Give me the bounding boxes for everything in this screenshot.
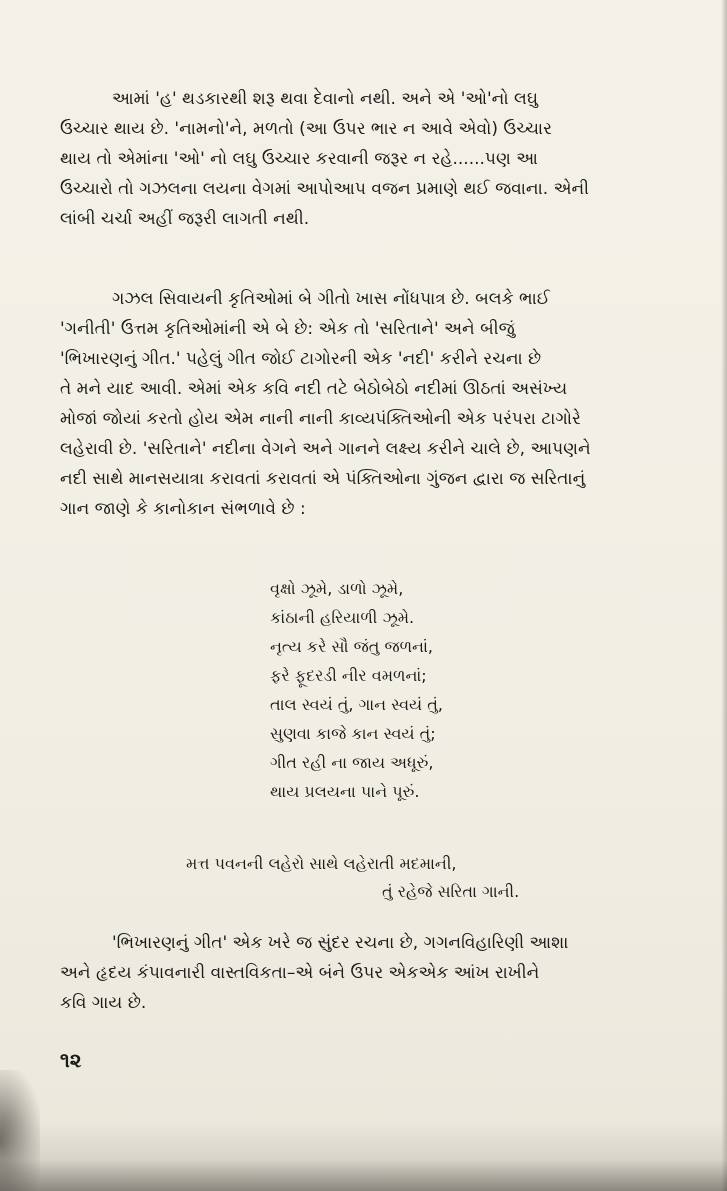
text-line: ગઝલ સિવાયની કૃતિઓમાં બે ગીતો ખાસ નોંધપાત્ર છે. બલકે ભાઈ: [112, 289, 550, 309]
text-line: મોજાં જોયાં કરતો હોય એમ નાની નાની કાવ્યપંક્તિઓની એક પરંપરા ટાગોરે: [60, 409, 581, 429]
poem-line: સુણવા કાજે કાન સ્વયં તું;: [270, 724, 436, 743]
text-line: લહેરાવી છે. 'સરિતાને' નદીના વેગને અને ગાનને લક્ષ્ય કરીને ચાલે છે, આપણને: [60, 439, 591, 459]
paragraph-2: [60, 284, 692, 524]
poem-line: તાલ સ્વયં તું, ગાન સ્વયં તું,: [270, 695, 443, 714]
text-line: 'ભિખારણનું ગીત.' પહેલું ગીત જોઈ ટાગોરની એક 'નદી' કરીને રચના છે: [60, 349, 542, 369]
text-line: આમાં 'હ' થડકારથી શરૂ થવા દેવાનો નથી. અને એ 'ઓ'નો લઘુ: [112, 89, 538, 109]
text-line: નદી સાથે માનસયાત્રા કરાવતાં કરાવતાં એ પંક્તિઓના ગુંજન દ્વારા જ સરિતાનું: [60, 469, 586, 489]
poem-line: થાય પ્રલયના પાને પૂરું.: [270, 782, 420, 801]
paragraph-3: [60, 928, 692, 1018]
text-line: 'ભિખારણનું ગીત' એક ખરે જ સુંદર રચના છે, ગગનવિહારિણી આશા: [112, 933, 569, 953]
poem-stanza: [270, 574, 570, 806]
text-line: તે મને યાદ આવી. એમાં એક કવિ નદી તટે બેઠોબેઠો નદીમાં ઊઠતાં અસંખ્ય: [60, 379, 568, 399]
page-edge-shadow: [721, 0, 727, 1191]
text-line: કવિ ગાય છે.: [60, 993, 147, 1013]
scan-bottom-shadow: [0, 1121, 727, 1191]
poem-line: ફરે ફૂદરડી નીર વમળનાં;: [270, 666, 427, 685]
text-line: અને હૃદય કંપાવનારી વાસ્તવિકતા–એ બંને ઉપર એકએક આંખ રાખીને: [60, 963, 540, 983]
text-line: ઉચ્ચારો તો ગઝલના લયના વેગમાં આપોઆપ વજન પ્રમાણે થઈ જવાના. એની: [60, 179, 590, 199]
poem-line: કાંઠાની હરિયાળી ઝૂમે.: [270, 608, 415, 627]
text-line: લાંબી ચર્ચા અહીં જરૂરી લાગતી નથી.: [60, 209, 310, 229]
page-number: ૧૨: [60, 1048, 82, 1072]
refrain-line-2: તું રહેજે સરિતા ગાની.: [382, 882, 520, 901]
text-line: થાય તો એમાંના 'ઓ' નો લઘુ ઉચ્ચાર કરવાની જરૂર ન રહે......પણ આ: [60, 149, 538, 169]
text-line: ઉચ્ચાર થાય છે. 'નામનો'ને, મળતો (આ ઉપર ભાર ન આવે એવો) ઉચ્ચાર: [60, 119, 552, 139]
text-line: ગાન જાણે કે કાનોકાન સંભળાવે છે :: [60, 499, 306, 519]
paragraph-1: [60, 84, 692, 234]
text-line: 'ગનીતી' ઉત્તમ કૃતિઓમાંની એ બે છે: એક તો 'સરિતાને' અને બીજું: [60, 319, 515, 339]
poem-line: નૃત્ય કરે સૌ જંતુ જળનાં,: [270, 637, 433, 656]
poem-refrain: [186, 850, 606, 906]
poem-line: વૃક્ષો ઝૂમે, ડાળો ઝૂમે,: [270, 579, 404, 598]
refrain-line-1: મત્ત પવનની લહેરો સાથે લહેરાતી મદમાની,: [186, 854, 457, 873]
poem-line: ગીત રહી ના જાય અધૂરું,: [270, 753, 434, 772]
